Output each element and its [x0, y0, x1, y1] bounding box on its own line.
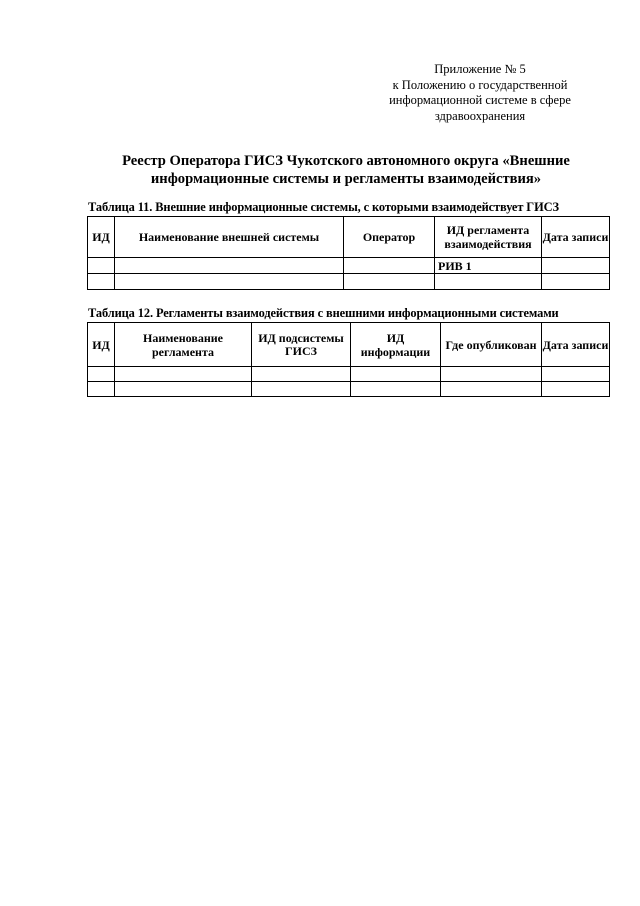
table-row — [88, 382, 610, 397]
table-header-row — [88, 217, 610, 258]
table-row — [88, 367, 610, 382]
table-cell — [542, 258, 610, 274]
table-cell — [542, 367, 610, 382]
table-11-caption: Таблица 11. Внешние информационные системы, с которыми взаимодействует ГИСЗ — [88, 200, 559, 214]
table-cell — [88, 382, 115, 397]
document-title-line: информационные системы и регламенты взаимодействия» — [150, 171, 542, 187]
header-subsystem-id — [252, 323, 351, 367]
table-11-external-systems — [87, 216, 610, 290]
header-system-name: Наименование внешней системы — [115, 217, 344, 258]
appendix-line: информационной системе в сфере — [389, 93, 571, 107]
header-regulation-id: ИД регламента взаимодействия — [435, 217, 542, 258]
table-cell — [88, 367, 115, 382]
appendix-note — [360, 62, 600, 124]
header-id: ИД — [88, 217, 115, 258]
header-information-id: ИД информации — [351, 323, 441, 367]
header-published-where: Где опубликован — [441, 323, 542, 367]
header-id: ИД — [88, 323, 115, 367]
table-header-row — [88, 323, 610, 367]
header-operator: Оператор — [344, 217, 435, 258]
table-row — [88, 274, 610, 290]
table-cell — [252, 382, 351, 397]
table-cell — [441, 367, 542, 382]
regulation-id-cell: РИВ 1 — [435, 258, 542, 274]
table-cell — [88, 274, 115, 290]
table-cell — [115, 382, 252, 397]
table-cell — [435, 274, 542, 290]
document-title — [86, 152, 606, 188]
table-cell — [88, 258, 115, 274]
table-cell — [115, 274, 344, 290]
table-cell — [542, 382, 610, 397]
table-cell — [252, 367, 351, 382]
appendix-line: здравоохранения — [434, 108, 526, 123]
table-cell — [542, 274, 610, 290]
header-record-date: Дата записи — [542, 217, 610, 258]
table-cell — [441, 382, 542, 397]
document-title-line: Реестр Оператора ГИСЗ Чукотского автономного округа «Внешние — [122, 153, 570, 169]
table-cell — [344, 274, 435, 290]
table-12-caption: Таблица 12. Регламенты взаимодействия с внешними информационными системами — [88, 306, 559, 320]
table-cell — [351, 367, 441, 382]
header-record-date: Дата записи — [542, 323, 610, 367]
table-row — [88, 258, 610, 274]
table-cell — [115, 367, 252, 382]
header-regulation-name: Наименование регламента — [115, 323, 252, 367]
appendix-line: к Положению о государственной — [392, 77, 568, 92]
table-cell — [344, 258, 435, 274]
table-12-regulations — [87, 322, 610, 397]
table-cell — [115, 258, 344, 274]
table-cell — [351, 382, 441, 397]
header-subsystem-id-label: ИД подсистемы ГИСЗ — [258, 330, 344, 358]
appendix-line: Приложение № 5 — [434, 62, 526, 76]
